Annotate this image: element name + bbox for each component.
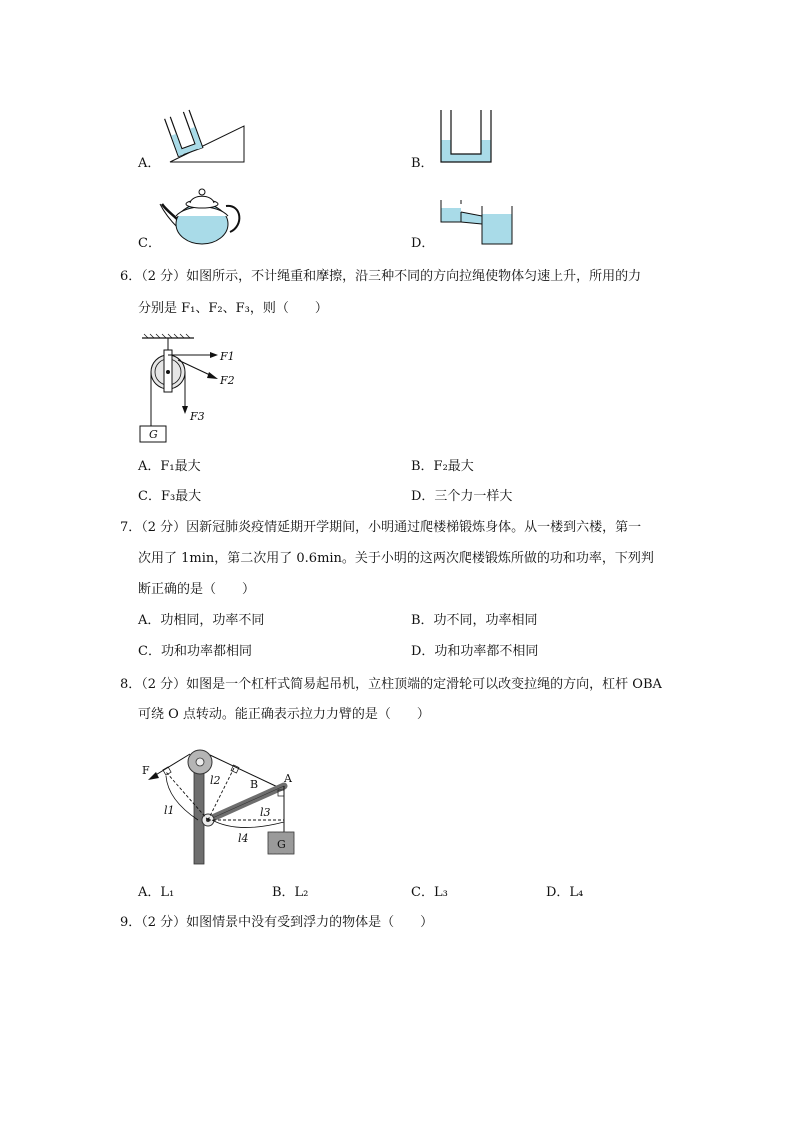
q7-stem-line1: 7．（2 分）因新冠肺炎疫情延期开学期间，小明通过爬楼梯锻炼身体。从一楼到六楼，第一 — [120, 520, 642, 535]
q7-stem-line2: 次用了 1min，第二次用了 0.6min。关于小明的这两次爬楼锻炼所做的功和功率，下列判 — [138, 551, 654, 566]
inclined-u-tube-diagram — [160, 100, 250, 170]
q7-option-d[interactable]: D．功和功率都不相同 — [411, 644, 539, 659]
teapot-diagram — [158, 186, 246, 248]
q6-stem-line1: 6．（2 分）如图所示，不计绳重和摩擦，沿三种不同的方向拉绳使物体匀速上升，所用的力 — [120, 269, 642, 284]
crane-label-l2: l2 — [210, 774, 221, 787]
connected-containers-diagram — [440, 198, 514, 248]
q8-stem-line1: 8．（2 分）如图是一个杠杆式简易起吊机，立柱顶端的定滑轮可以改变拉绳的方向，杠杆 OBA — [120, 677, 662, 692]
crane-label-b: B — [250, 778, 259, 791]
q6-option-a[interactable]: A．F₁最大 — [138, 459, 201, 474]
q9-stem-line1: 9．（2 分）如图情景中没有受到浮力的物体是（ ） — [120, 915, 434, 930]
pulley-label-f3: F3 — [190, 410, 205, 423]
pulley-label-g: G — [149, 428, 158, 441]
crane-label-l3: l3 — [260, 806, 271, 819]
crane-lever-diagram — [138, 740, 308, 868]
crane-label-a: A — [284, 772, 292, 785]
q6-option-b[interactable]: B．F₂最大 — [411, 459, 474, 474]
q8-option-d[interactable]: D．L₄ — [546, 885, 584, 900]
q7-option-a[interactable]: A．功相同，功率不同 — [138, 613, 265, 628]
q7-stem-line3: 断正确的是（ ） — [138, 582, 256, 597]
q6-option-c[interactable]: C．F₃最大 — [138, 489, 202, 504]
q8-option-b[interactable]: B．L₂ — [272, 885, 309, 900]
crane-label-l1: l1 — [164, 804, 175, 817]
option-label-d: D． — [411, 236, 435, 251]
crane-label-f: F — [142, 764, 150, 777]
u-tube-diagram — [440, 110, 492, 166]
q8-stem-line2: 可绕 O 点转动。能正确表示拉力力臂的是（ ） — [138, 707, 430, 722]
crane-label-g: G — [277, 838, 286, 851]
q7-option-c[interactable]: C．功和功率都相同 — [138, 644, 252, 659]
pulley-label-f2: F2 — [220, 374, 235, 387]
q6-stem-line2: 分别是 F₁、F₂、F₃，则（ ） — [138, 301, 328, 316]
q7-option-b[interactable]: B．功不同，功率相同 — [411, 613, 538, 628]
pulley-label-f1: F1 — [220, 350, 235, 363]
option-label-c: C． — [138, 236, 161, 251]
option-label-b: B． — [411, 156, 434, 171]
option-label-a: A． — [138, 156, 161, 171]
q8-option-c[interactable]: C．L₃ — [411, 885, 448, 900]
q8-option-a[interactable]: A．L₁ — [138, 885, 175, 900]
pulley-diagram — [138, 334, 248, 446]
q6-option-d[interactable]: D．三个力一样大 — [411, 489, 513, 504]
crane-label-l4: l4 — [238, 832, 249, 845]
